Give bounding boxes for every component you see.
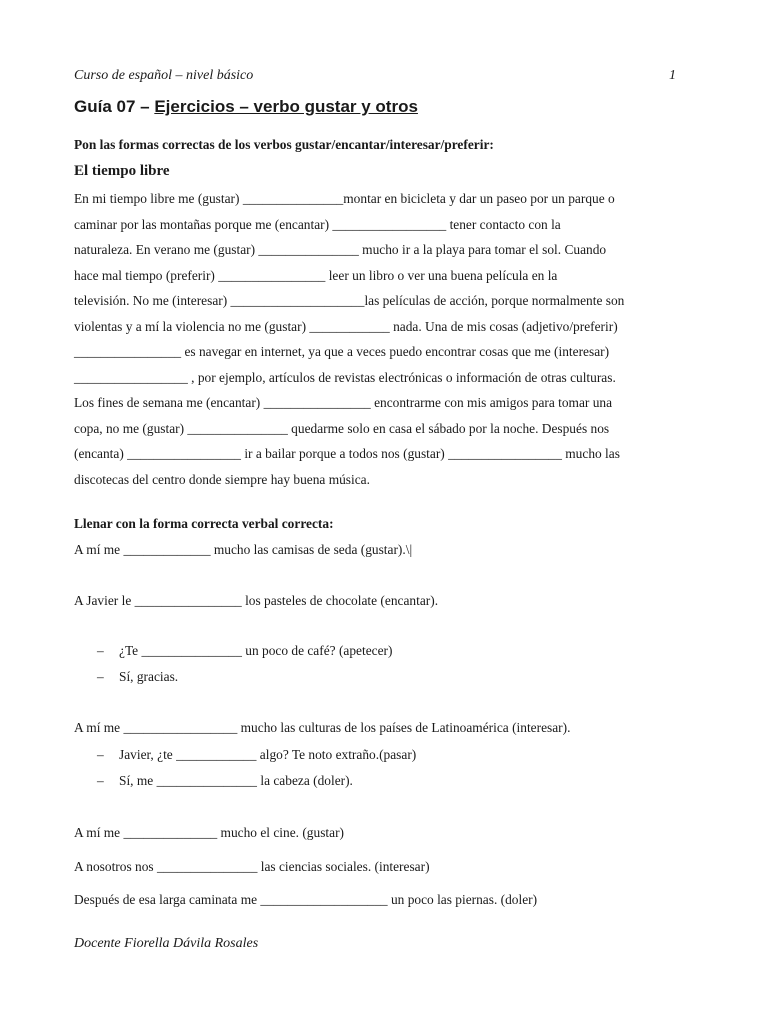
dialogue-line: [97, 747, 416, 763]
paragraph-line: discotecas del centro donde siempre hay buena música.: [74, 471, 370, 487]
paragraph-line: violentas y a mí la violencia no me (gustar) ____________ nada. Una de mis cosas (adjetivo/preferir): [74, 318, 618, 334]
paragraph-line: _________________ , por ejemplo, artículos de revistas electrónicas o información de otras culturas.: [74, 369, 616, 385]
dialogue-text: Sí, me _______________ la cabeza (doler).: [119, 773, 353, 788]
exercise-line: A Javier le ________________ los pasteles de chocolate (encantar).: [74, 593, 439, 608]
paragraph-line: Los fines de semana me (encantar) ________________ encontrarme con mis amigos para tomar una: [74, 395, 613, 410]
exercise-line: A mí me _____________ mucho las camisas de seda (gustar).\|: [74, 542, 413, 557]
section-heading: El tiempo libre: [74, 163, 170, 179]
exercise-line: A nosotros nos _______________ las ciencias sociales. (interesar): [74, 859, 430, 874]
dialogue-line: [97, 773, 353, 789]
paragraph-line: televisión. No me (interesar) ____________________las películas de acción, porque normalmente son: [74, 293, 625, 308]
dialogue-text: Sí, gracias.: [119, 669, 179, 684]
dash-bullet: –: [97, 747, 104, 762]
dialogue-line: [97, 669, 178, 685]
dialogue-text: Javier, ¿te ____________ algo? Te noto extraño.(pasar): [119, 747, 417, 762]
dash-bullet: –: [97, 773, 104, 788]
page-header: [74, 68, 676, 84]
paragraph-line: caminar por las montañas porque me (encantar) _________________ tener contacto con la: [74, 216, 561, 232]
paragraph-line: hace mal tiempo (preferir) ________________ leer un libro o ver una buena película en la: [74, 267, 558, 283]
course-name: Curso de español – nivel básico: [74, 68, 254, 83]
paragraph-line: En mi tiempo libre me (gustar) _______________montar en bicicleta y dar un paseo por un parque o: [74, 191, 615, 206]
dialogue-text: ¿Te _______________ un poco de café? (apetecer): [119, 643, 393, 658]
fill-in-paragraph: [74, 186, 698, 492]
teacher-name: Docente Fiorella Dávila Rosales: [74, 936, 259, 951]
paragraph-line: ________________ es navegar en internet, ya que a veces puedo encontrar cosas que me (interesar): [74, 344, 610, 359]
title-prefix: Guía 07 –: [74, 97, 155, 116]
dialogue-line: [97, 643, 392, 659]
exercise-heading: Llenar con la forma correcta verbal correcta:: [74, 516, 334, 531]
instructions: Pon las formas correctas de los verbos gustar/encantar/interesar/preferir:: [74, 137, 494, 152]
paragraph-line: copa, no me (gustar) _______________ quedarme solo en casa el sábado por la noche. Después nos: [74, 420, 610, 436]
dash-bullet: –: [97, 643, 104, 658]
dash-bullet: –: [97, 669, 104, 684]
paragraph-line: naturaleza. En verano me (gustar) _______________ mucho ir a la playa para tomar el sol. Cuando: [74, 242, 607, 257]
paragraph-line: (encanta) _________________ ir a bailar porque a todos nos (gustar) _________________ mucho las: [74, 446, 620, 461]
title-main: Ejercicios – verbo gustar y otros: [154, 97, 418, 116]
document-title: [74, 97, 418, 117]
exercise-line: A mí me ______________ mucho el cine. (gustar): [74, 825, 344, 840]
exercise-line: A mí me _________________ mucho las culturas de los países de Latinoamérica (interesar).: [74, 720, 571, 735]
exercise-line: Después de esa larga caminata me ___________________ un poco las piernas. (doler): [74, 892, 538, 907]
page-number: 1: [669, 68, 676, 83]
